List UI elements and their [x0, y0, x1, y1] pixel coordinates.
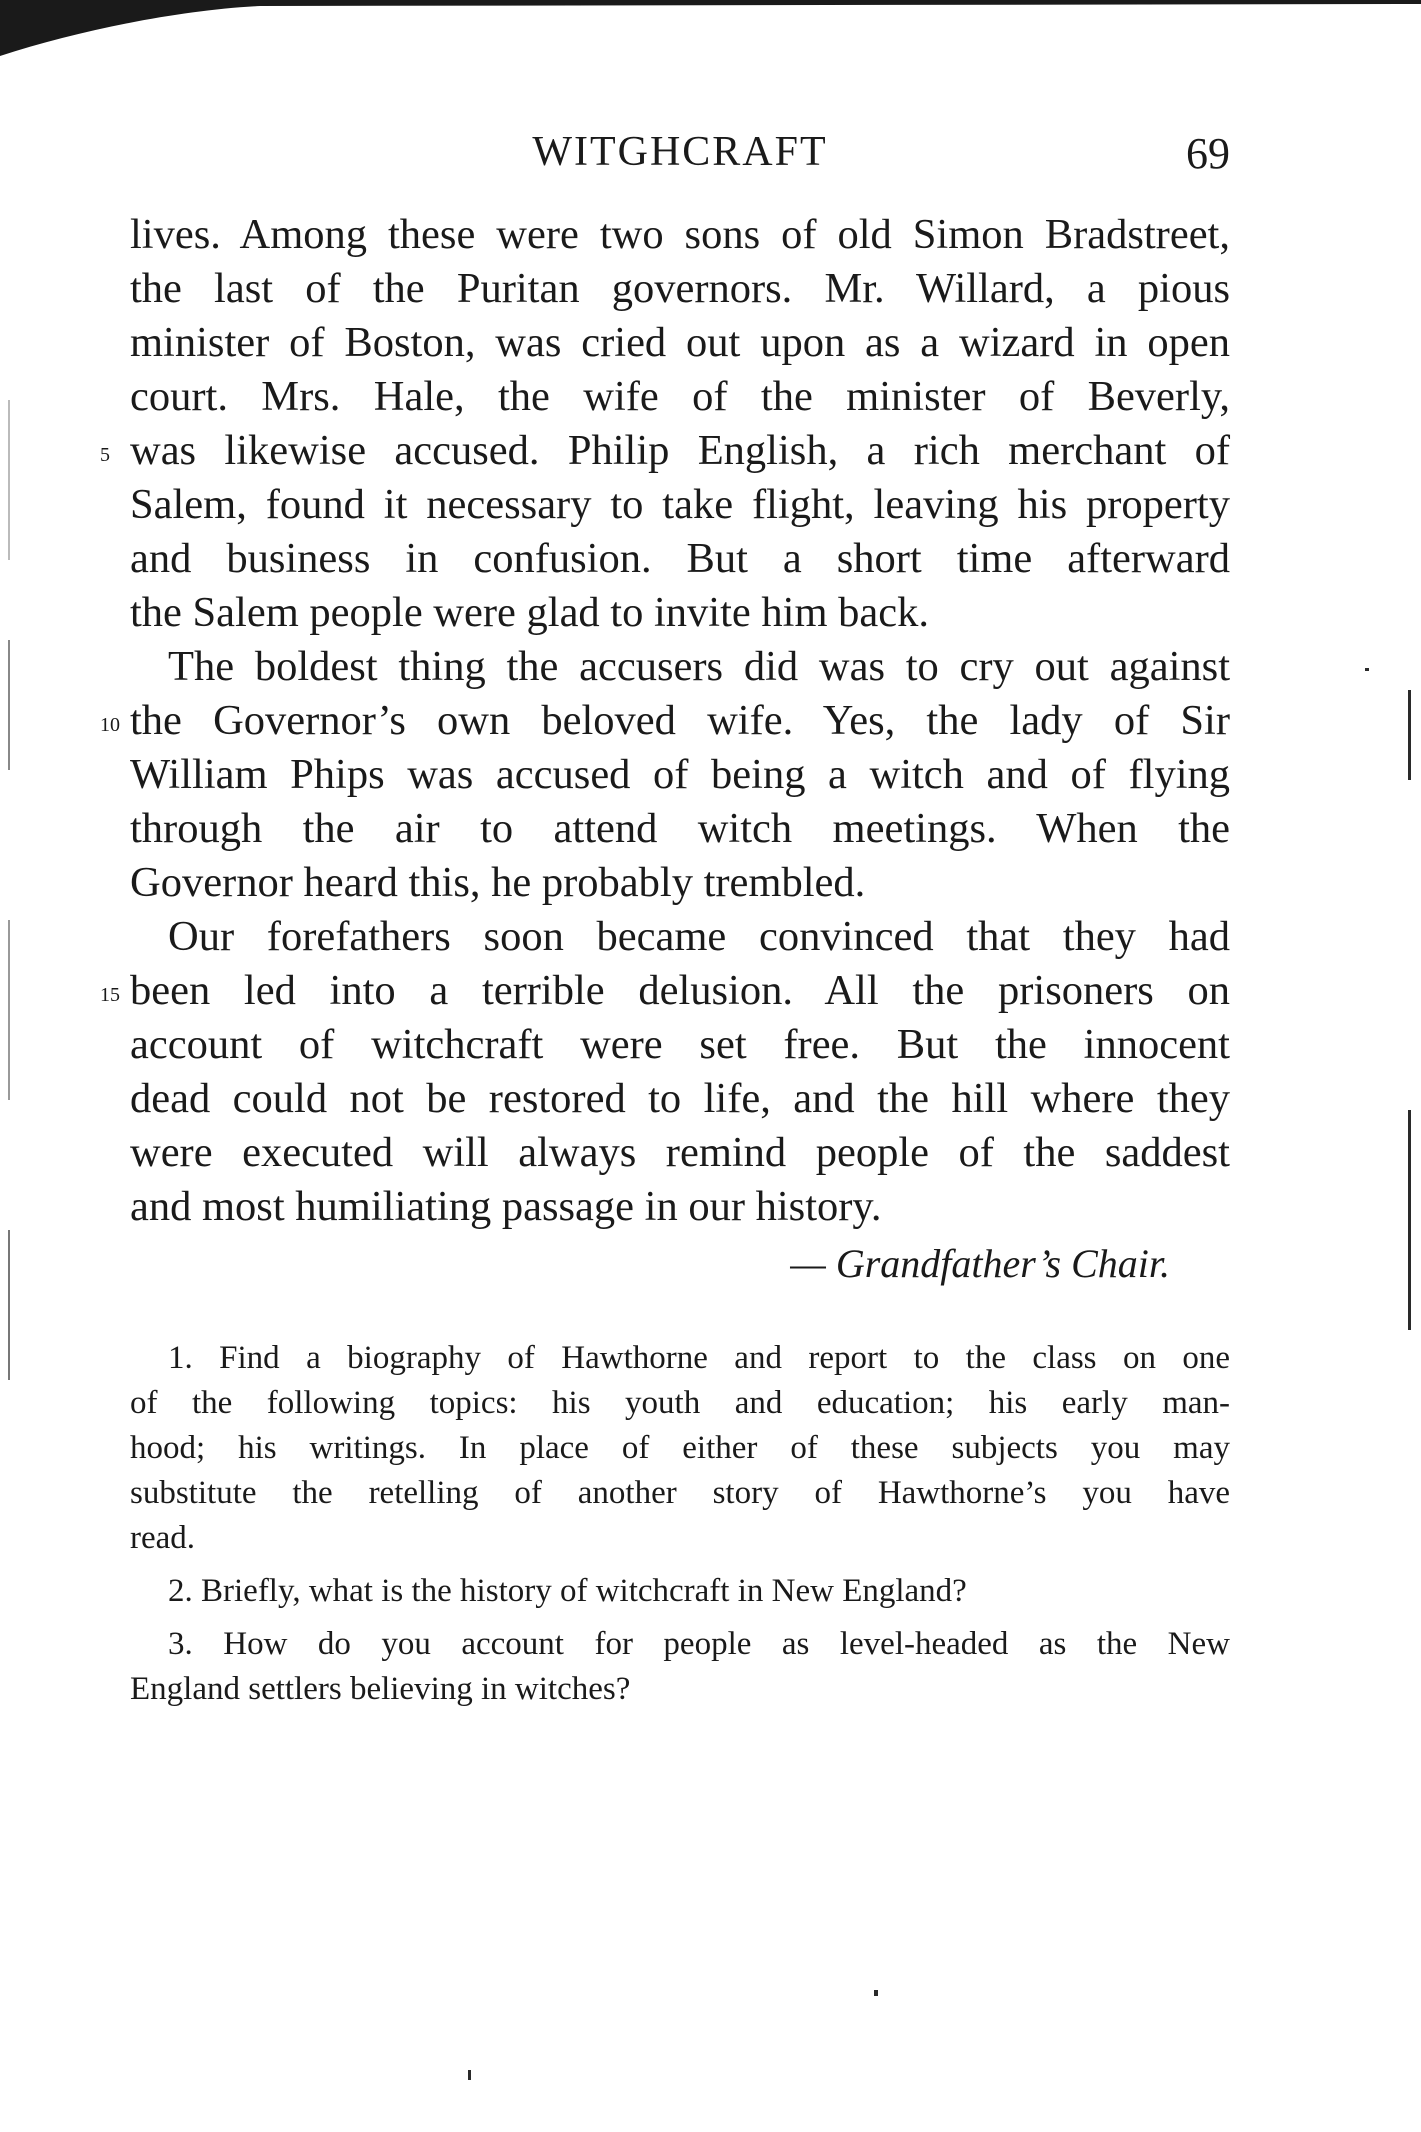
text-line: William Phips was accused of being a witch and of flying [130, 751, 1230, 798]
margin-speck [468, 2070, 471, 2080]
study-questions [130, 1336, 1230, 1712]
text-line-numbered [100, 964, 1230, 1018]
question-line: read. [130, 1520, 196, 1556]
text-line-content: was likewise accused. Philip English, a rich merchant of [130, 427, 1230, 474]
question-line: substitute the retelling of another story of Hawthorne’s you have [130, 1475, 1230, 1511]
margin-speck [1408, 690, 1411, 780]
question-line: England settlers believing in witches? [130, 1671, 631, 1707]
text-line-content: been led into a terrible delusion. All the prisoners on [130, 967, 1230, 1014]
text-line-content: the Governor’s own beloved wife. Yes, the lady of Sir [130, 697, 1230, 744]
line-number: 15 [100, 984, 120, 1006]
question-line: 3. How do you account for people as level-headed as the New [168, 1626, 1230, 1662]
chapter-title: WITGHCRAFT [532, 129, 828, 175]
text-line: and business in confusion. But a short time afterward [130, 535, 1230, 582]
text-line: dead could not be restored to life, and the hill where they [130, 1075, 1230, 1122]
question-gap [130, 1614, 1230, 1622]
text-line: Salem, found it necessary to take flight, leaving his property [130, 481, 1230, 528]
text-line: minister of Boston, was cried out upon as a wizard in open [130, 319, 1230, 366]
source-attribution: — Grandfather’s Chair. [790, 1241, 1170, 1286]
text-line: The boldest thing the accusers did was to cry out against [168, 643, 1230, 690]
text-line: Our forefathers soon became convinced that they had [168, 913, 1230, 960]
body-text [100, 208, 1230, 1234]
running-head [130, 128, 1230, 178]
question-line: of the following topics: his youth and education; his early man- [130, 1385, 1230, 1421]
question-line: 1. Find a biography of Hawthorne and report to the class on one [168, 1340, 1230, 1376]
text-line: the Salem people were glad to invite him back. [130, 589, 929, 636]
margin-speck [1408, 1110, 1411, 1330]
margin-speck [8, 640, 10, 770]
text-line-numbered [100, 694, 1230, 748]
margin-speck [8, 400, 10, 560]
text-line: lives. Among these were two sons of old Simon Bradstreet, [130, 211, 1230, 258]
text-line: were executed will always remind people of the saddest [130, 1129, 1230, 1176]
scan-edge-rule [0, 0, 1421, 60]
text-line: account of witchcraft were set free. But the innocent [130, 1021, 1230, 1068]
page-number: 69 [1186, 129, 1230, 178]
line-number: 10 [100, 714, 120, 736]
question-gap [130, 1561, 1230, 1569]
margin-speck [874, 1990, 878, 1996]
question-line: hood; his writings. In place of either of these subjects you may [130, 1430, 1230, 1466]
text-line: court. Mrs. Hale, the wife of the minister of Beverly, [130, 373, 1230, 420]
question-line: 2. Briefly, what is the history of witchcraft in New England? [168, 1573, 967, 1609]
text-line: Governor heard this, he probably trembled. [130, 859, 866, 906]
margin-speck [8, 1230, 10, 1380]
text-line: and most humiliating passage in our history. [130, 1183, 882, 1230]
margin-speck [1365, 668, 1369, 671]
margin-speck [8, 920, 10, 1100]
text-line: the last of the Puritan governors. Mr. Willard, a pious [130, 265, 1230, 312]
text-line-numbered [100, 424, 1230, 478]
line-number: 5 [100, 444, 110, 466]
text-line: through the air to attend witch meetings. When the [130, 805, 1230, 852]
